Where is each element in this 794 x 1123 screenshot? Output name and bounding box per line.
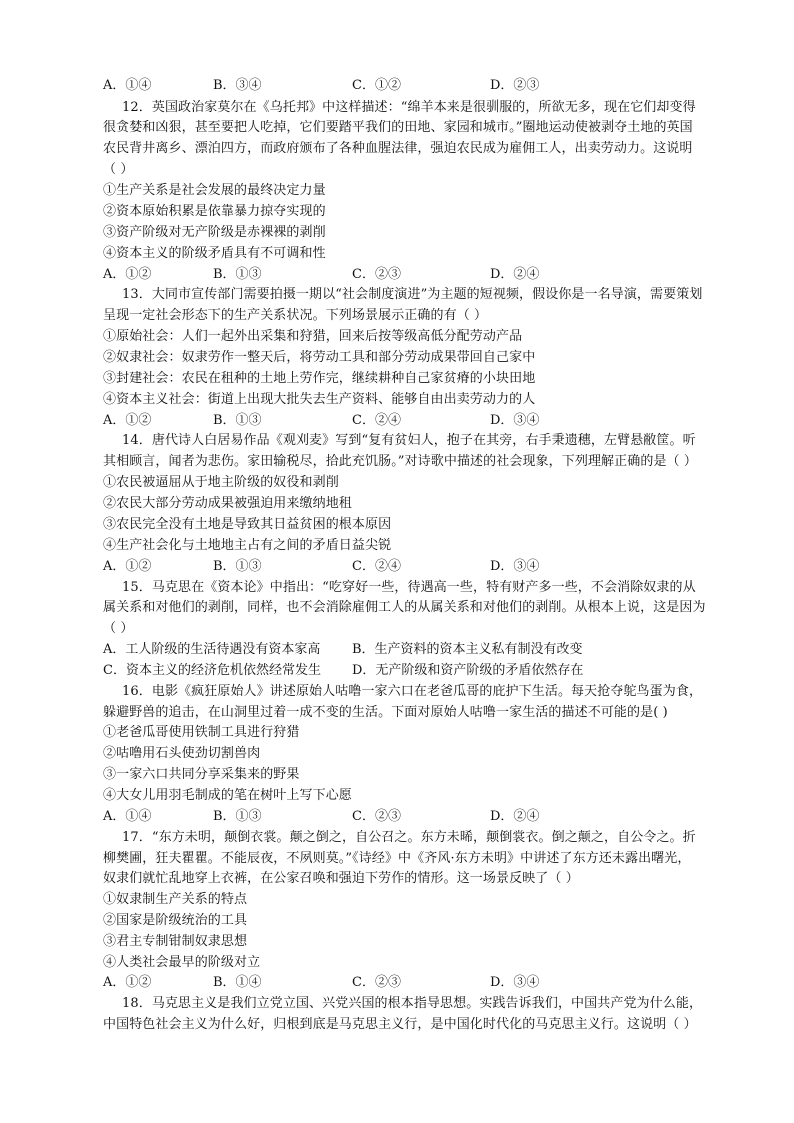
q15-stem-line: 15．马克思在《资本论》中指出：“吃穿好一些，待遇高一些，特有财产多一些，不会消除奴隶的从 (122, 580, 696, 595)
q12-option-b: B．①③ (213, 267, 262, 282)
q17-stem-line: 17．“东方未明，颠倒衣裳。颠之倒之，自公召之。东方未晞，颠倒裳衣。倒之颠之，自公令之。折 (122, 830, 696, 845)
q13-item: ④资本主义社会：街道上出现大批失去生产资料、能够自由出卖劳动力的人 (103, 392, 536, 407)
q12-option-d: D．②④ (490, 267, 540, 282)
q14-option-c: C．②④ (352, 559, 401, 574)
q11-option-b: B．③④ (213, 78, 262, 93)
q12-stem-line: 很贪婪和凶狠，甚至要把人吃掉，它们要踏平我们的田地、家园和城市。”圈地运动使被剥夺土地的英国 (103, 120, 693, 135)
q14-option-b: B．①③ (213, 559, 262, 574)
q11-option-a: A．①④ (103, 78, 152, 93)
q11-option-c: C．①② (352, 78, 401, 93)
q17-option-d: D．③④ (490, 975, 540, 990)
q18-stem-line: 18．马克思主义是我们立党立国、兴党兴国的根本指导思想。实践告诉我们，中国共产党为什么能， (122, 996, 703, 1011)
q16-option-d: D．②④ (490, 809, 540, 824)
q16-item: ②咕噜用石头使劲切割兽肉 (103, 746, 261, 761)
q13-stem-line: 13．大同市宣传部门需要拍摄一期以“社会制度演进”为主题的短视频，假设你是一名导演，需要策划 (122, 287, 703, 302)
q12-item: ②资本原始积累是依靠暴力掠夺实现的 (103, 204, 326, 219)
q12-stem-line: （ ） (103, 162, 134, 177)
q12-item: ③资产阶级对无产阶级是赤裸裸的剥削 (103, 225, 326, 240)
q16-stem-line: 躲避野兽的追击，在山洞里过着一成不变的生活。下面对原始人咕噜一家生活的描述不可能的是( ) (103, 705, 668, 720)
q14-option-a: A．①② (103, 559, 152, 574)
q17-option-b: B．①④ (213, 975, 262, 990)
q12-stem-line: 12．英国政治家莫尔在《乌托邦》中这样描述：“绵羊本来是很驯服的，所欲无多，现在它们却变得 (122, 100, 696, 115)
q17-option-a: A．①② (103, 975, 152, 990)
q13-stem-line: 呈现一定社会形态下的生产关系状况。下列场景展示正确的有（ ） (103, 308, 488, 323)
q14-option-d: D．③④ (490, 559, 540, 574)
q17-item: ②国家是阶级统治的工具 (103, 913, 248, 928)
q13-option-b: B．①③ (213, 413, 262, 428)
q12-item: ④资本主义的阶级矛盾具有不可调和性 (103, 246, 326, 261)
q15-option-b: B．生产资料的资本主义私有制没有改变 (352, 642, 583, 657)
q17-item: ①奴隶制生产关系的特点 (103, 892, 248, 907)
q16-stem-line: 16．电影《疯狂原始人》讲述原始人咕噜一家六口在老爸瓜哥的庇护下生活。每天抢夺鸵鸟蛋为食， (122, 684, 703, 699)
q15-option-d: D．无产阶级和资产阶级的矛盾依然存在 (352, 663, 584, 678)
q14-item: ②农民大部分劳动成果被强迫用来缴纳地租 (103, 496, 352, 511)
q13-item: ①原始社会：人们一起外出采集和狩猎，回来后按等级高低分配劳动产品 (103, 329, 523, 344)
q13-item: ②奴隶社会：奴隶劳作一整天后，将劳动工具和部分劳动成果带回自己家中 (103, 350, 536, 365)
q17-stem-line: 柳樊圃，狂夫瞿瞿。不能辰夜，不夙则莫。”《诗经》中《齐风·东方未明》中讲述了东方还未露出曙光， (103, 851, 691, 866)
q12-stem-line: 农民背井离乡、漂泊四方，而政府颁布了各种血腥法律，强迫农民成为雇佣工人，出卖劳动力。这说明 (103, 141, 693, 156)
q13-option-d: D．③④ (490, 413, 540, 428)
q12-item: ①生产关系是社会发展的最终决定力量 (103, 183, 326, 198)
q12-option-a: A．①② (103, 267, 152, 282)
q16-item: ④大女儿用羽毛制成的笔在树叶上写下心愿 (103, 788, 352, 803)
q17-item: ④人类社会最早的阶级对立 (103, 955, 261, 970)
q16-item: ①老爸瓜哥使用铁制工具进行狩猎 (103, 725, 300, 740)
q18-stem-line: 中国特色社会主义为什么好，归根到底是马克思主义行，是中国化时代化的马克思主义行。这说明（ ） (103, 1017, 697, 1032)
q13-item: ③封建社会：农民在租种的土地上劳作完，继续耕种自己家贫瘠的小块田地 (103, 371, 536, 386)
q17-item: ③君主专制钳制奴隶思想 (103, 934, 248, 949)
q15-option-a: A．工人阶级的生活待遇没有资本家高 (103, 642, 321, 657)
q13-option-c: C．②④ (352, 413, 401, 428)
q16-item: ③一家六口共同分享采集来的野果 (103, 767, 300, 782)
q17-option-c: C．②③ (352, 975, 401, 990)
q16-option-b: B．①③ (213, 809, 262, 824)
q14-item: ③农民完全没有土地是导致其日益贫困的根本原因 (103, 517, 392, 532)
q16-option-a: A．①④ (103, 809, 152, 824)
q13-option-a: A．①② (103, 413, 152, 428)
q16-option-c: C．②③ (352, 809, 401, 824)
q11-option-d: D．②③ (490, 78, 540, 93)
q15-stem-line: （ ） (103, 621, 134, 636)
q15-stem-line: 属关系和对他们的剥削，同样，也不会消除雇佣工人的从属关系和对他们的剥削。从根本上说，这是因为 (103, 600, 706, 615)
q17-stem-line: 奴隶们就忙乱地穿上衣裤，在公家召唤和强迫下劳作的情形。这一场景反映了（ ） (103, 871, 579, 886)
q15-option-c: C．资本主义的经济危机依然经常发生 (103, 663, 321, 678)
q14-item: ④生产社会化与土地地主占有之间的矛盾日益尖锐 (103, 538, 392, 553)
q14-stem-line: 其相顾言，闻者为悲伤。家田输税尽，拾此充饥肠。”对诗歌中描述的社会现象，下列理解正确的是（ ） (103, 454, 697, 469)
q12-option-c: C．②③ (352, 267, 401, 282)
q14-item: ①农民被逼屈从于地主阶级的奴役和剥削 (103, 475, 339, 490)
q14-stem-line: 14．唐代诗人白居易作品《观刈麦》写到“复有贫妇人，抱子在其旁，右手秉遗穗，左臂悬敝筐。听 (122, 433, 696, 448)
